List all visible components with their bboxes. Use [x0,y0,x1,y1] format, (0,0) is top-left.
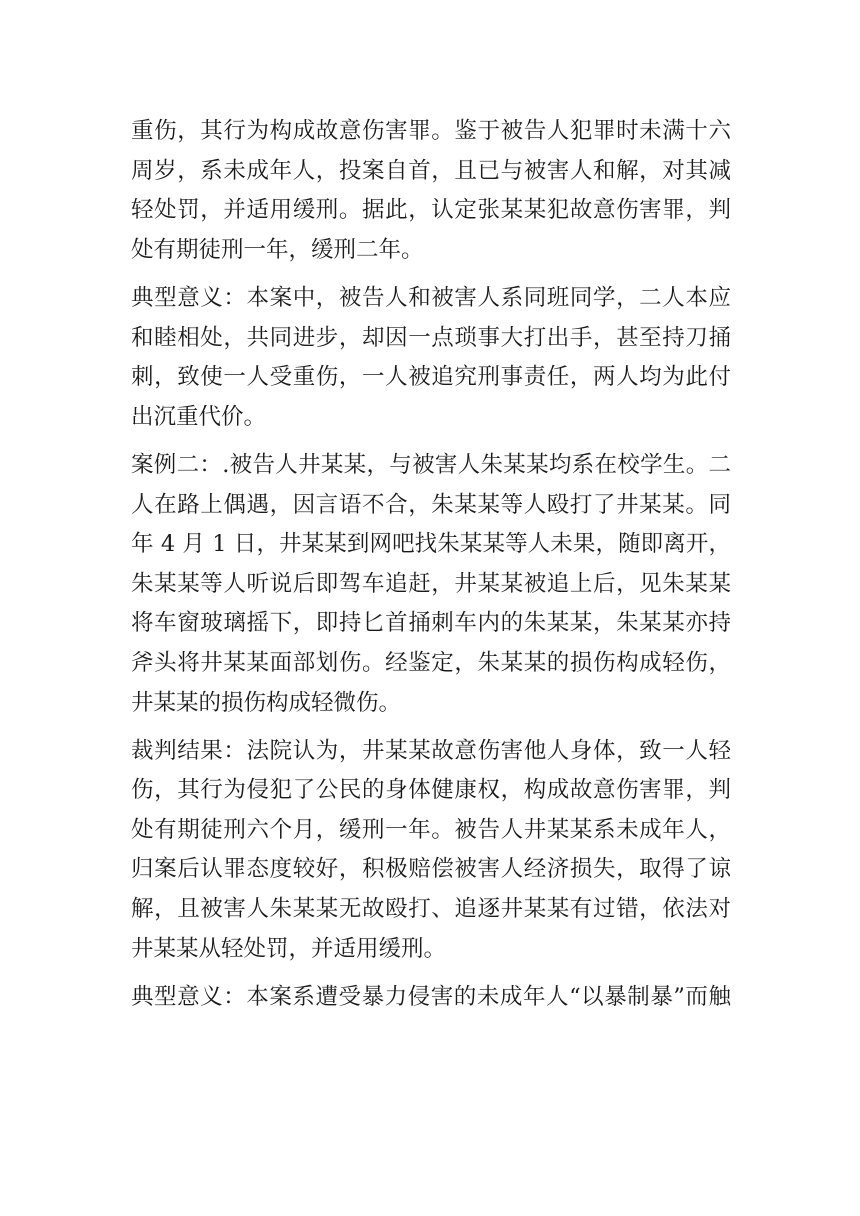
text-line: 人在路上偶遇，因言语不合，朱某某等人殴打了井某某。同 [131,491,731,518]
text-line: 案例二：.被告人井某某，与被害人朱某某均系在校学生。二 [131,451,731,478]
text-line: 井某某的损伤构成轻微伤。 [131,689,402,716]
text-line: 年 4 月 1 日，井某某到网吧找朱某某等人未果，随即离开， [131,531,731,558]
text-line: 重伤，其行为构成故意伤害罪。鉴于被告人犯罪时未满十六 [131,118,731,144]
text-line: 刺，致使一人受重伤，一人被追究刑事责任，两人均为此付 [131,364,731,391]
text-line: 处有期徒刑一年，缓刑二年。 [131,236,424,263]
text-line: 和睦相处，共同进步，却因一点琐事大打出手，甚至持刀捅 [131,324,731,351]
paragraph-judgment-result [131,732,731,970]
paragraph-case-two [131,446,731,723]
paragraph-sentence-result [131,112,731,270]
text-line: 轻处罚，并适用缓刑。据此，认定张某某犯故意伤害罪，判 [131,197,731,224]
text-line: 伤，其行为侵犯了公民的身体健康权，构成故意伤害罪，判 [131,777,731,804]
text-line: 典型意义：本案中，被告人和被害人系同班同学，二人本应 [131,284,731,311]
text-line: 归案后认罪态度较好，积极赔偿被害人经济损失，取得了谅 [131,856,731,883]
text-line: 典型意义：本案系遭受暴力侵害的未成年人“以暴制暴”而触 [131,983,731,1010]
text-line: 裁判结果：法院认为，井某某故意伤害他人身体，致一人轻 [131,737,731,764]
paragraph-typical-significance-1 [131,279,731,437]
text-line: 出沉重代价。 [131,403,267,430]
text-line: 朱某某等人听说后即驾车追赶，井某某被追上后，见朱某某 [131,570,731,597]
text-line: 井某某从轻处罚，并适用缓刑。 [131,935,447,962]
text-line: 将车窗玻璃摇下，即持匕首捅刺车内的朱某某，朱某某亦持 [131,610,731,637]
text-line: 解，且被害人朱某某无故殴打、追逐井某某有过错，依法对 [131,896,731,923]
paragraph-typical-significance-2 [131,978,731,1018]
document-body [131,112,731,1026]
text-line: 周岁，系未成年人，投案自首，且已与被害人和解，对其减 [131,157,731,184]
text-line: 处有期徒刑六个月，缓刑一年。被告人井某某系未成年人， [131,816,731,843]
text-line: 斧头将井某某面部划伤。经鉴定，朱某某的损伤构成轻伤， [131,649,731,676]
